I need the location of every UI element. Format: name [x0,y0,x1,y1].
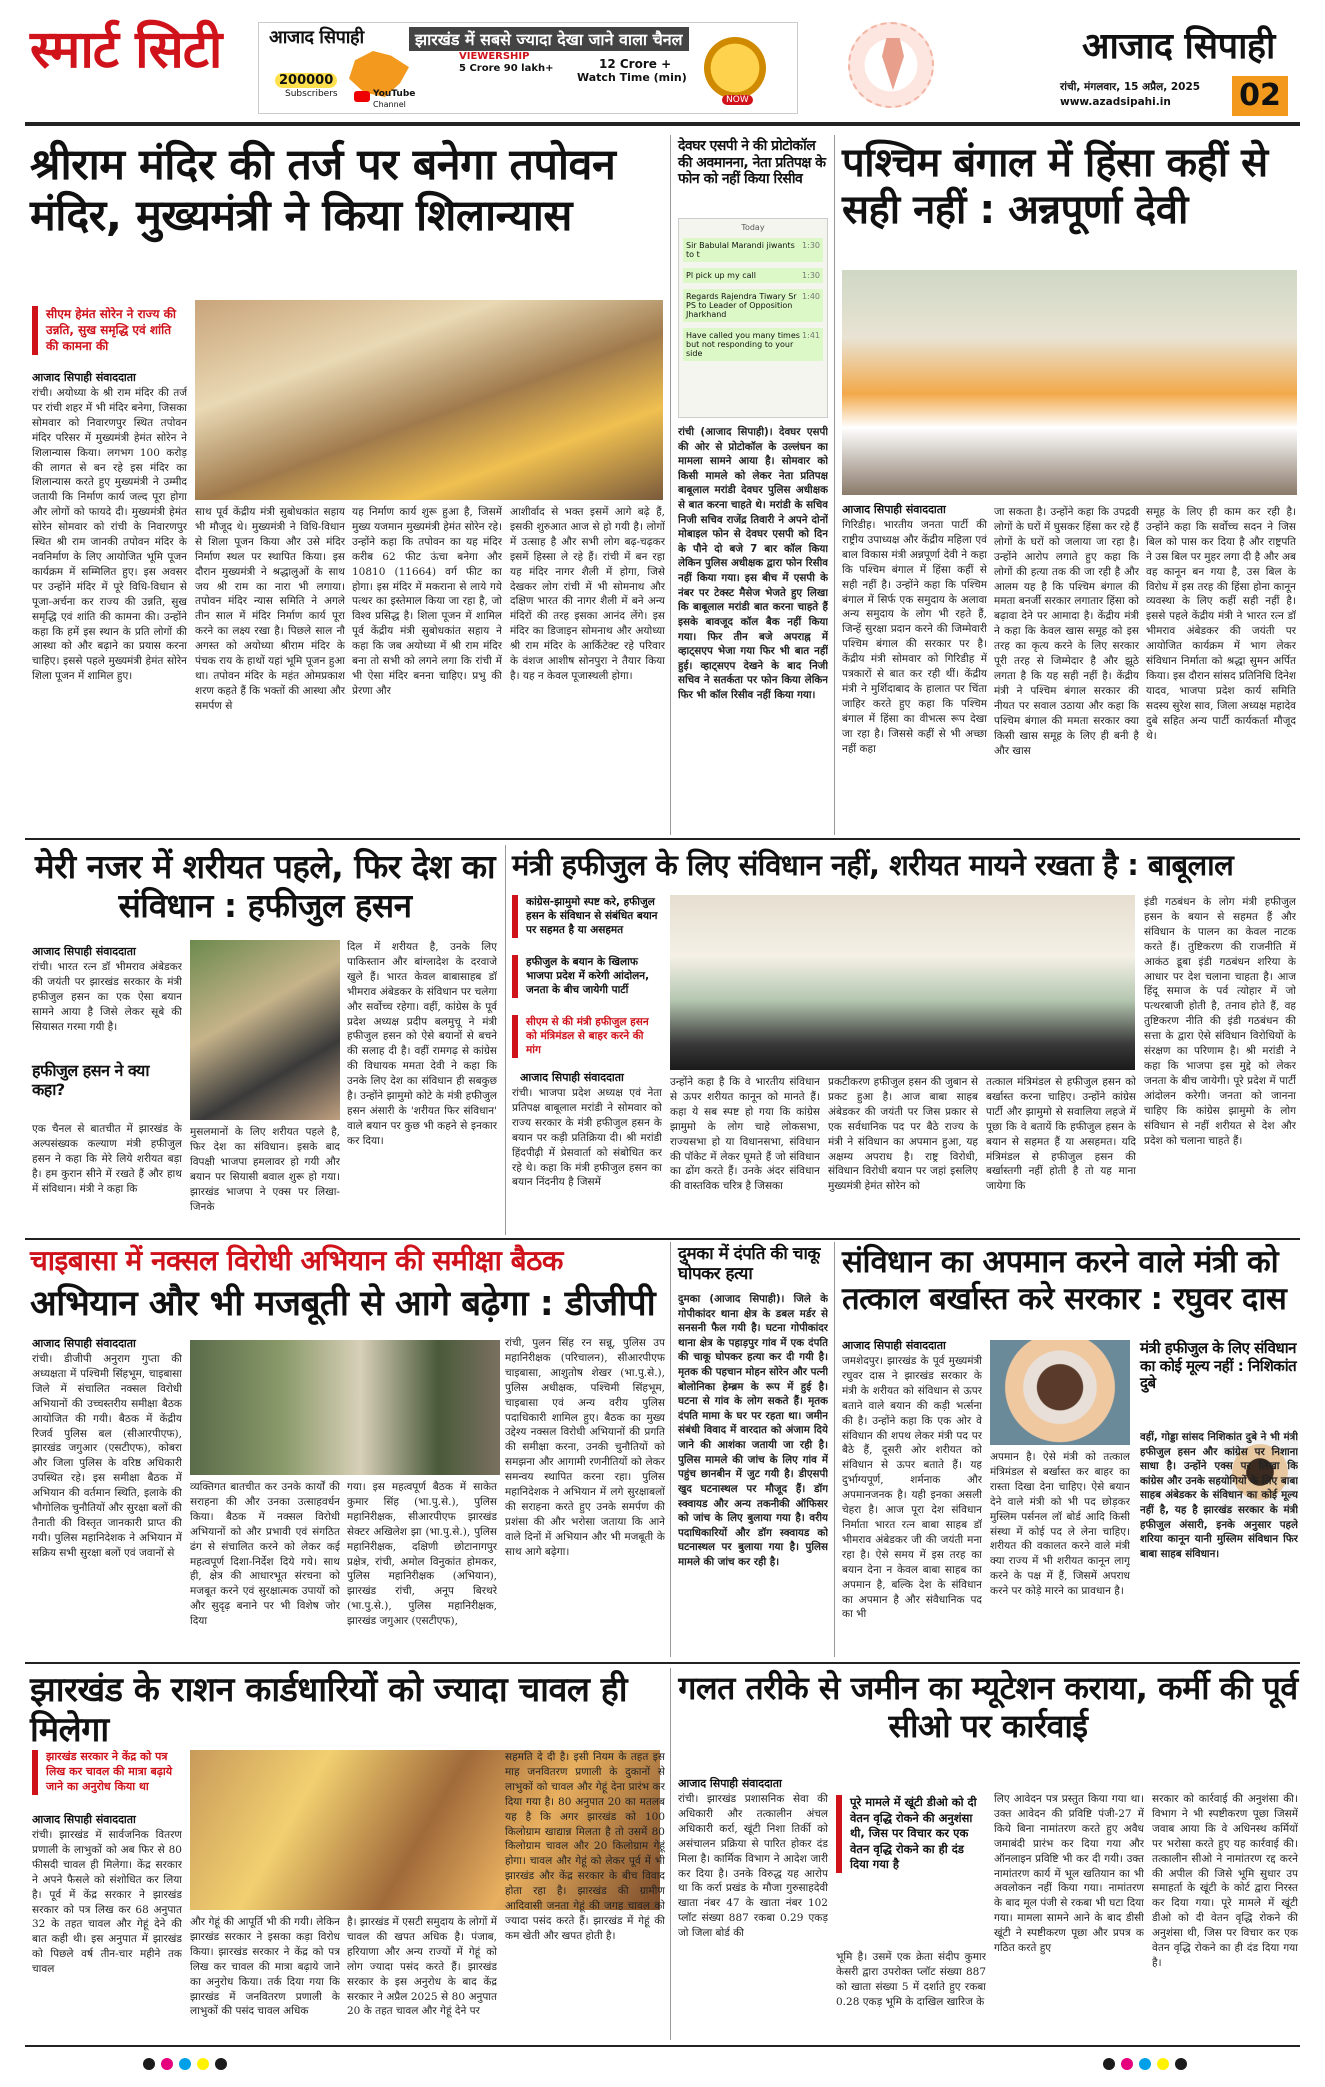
chat-header: Today [741,223,765,232]
chat-line: Sir Babulal Marandi jiwants to t [686,241,795,259]
story1-col3: यह निर्माण कार्य शुरू हुआ है, जिसमें मुख्य यजमान मुख्यमंत्री हेमंत सोरेन रहे। उन्होंने कहा कि तपोवन का यह मंदिर करीब 62 फीट ऊंचा बनेगा और 10810 (11664) वर्ग फीट का होगा। इस मंदिर में मकराना से लाये गये पत्थर का इस्तेमाल किया जा रहा है, जो विश्व प्रसिद्ध है। शिला पूजन में शामिल पूर्व केंद्रीय मंत्री सुबोधकांत सहाय ने कहा कि जब अयोध्या में श्री राम मंदिर बना तो सभी को लगने लगा कि रांची में भी ऐसा मंदिर बनना चाहिए। प्रभु की प्रेरणा और [352,506,502,697]
story10-callout: पूरे मामले में खूंटी डीओ को दी वेतन वृद्धि रोकने की अनुशंसा थी, जिस पर विचार कर एक वेतन वृद्धि रोकने का ही दंड दिया गया है [836,1795,986,1873]
ad-watchtime: 12 Crore + [599,57,672,71]
story8-side-headline: मंत्री हफीजुल के लिए संविधान का कोई मूल्य नहीं : निशिकांत दुबे [1140,1339,1297,1393]
ad-viewership-value: 5 Crore 90 lakh+ [459,63,554,74]
story1-photo [195,300,663,500]
story6-headline: अभियान और भी मजबूती से आगे बढ़ेगा : डीजीपी [30,1284,656,1324]
story1-headline: श्रीराम मंदिर की तर्ज पर बनेगा तपोवन मंदिर, मुख्यमंत्री ने किया शिलान्यास [30,140,616,241]
story7-headline: दुमका में दंपति की चाकू घोपकर हत्या [678,1244,820,1285]
story1-col2: साथ पूर्व केंद्रीय मंत्री सुबोधकांत सहाय भी मौजूद थे। मुख्यमंत्री ने विधि-विधान से शिला पूजन किया और उसे मंदिर निर्माण स्थल पर स्थापित किया। इस दौरान मुख्यमंत्री ने श्रद्धालुओं के साथ जय श्री राम का नारा भी लगाया। तपोवन मंदिर न्यास समिति ने अगले तीन साल में मंदिर निर्माण कार्य पूरा करने का लक्ष्य रखा है। पिछले साल नौ अगस्त को अयोध्या श्रीराम मंदिर के पंचक राय के हाथों यहां भूमि पूजन हुआ था। तपोवन मंदिर के महंत ओमप्रकाश शरण कहते हैं कि भक्तों की आस्था और समर्पण से [195,506,345,712]
story9-col1: रांची। झारखंड में सार्वजनिक वितरण प्रणाली के लाभुकों को अब फिर से 80 फीसदी चावल ही मिलेगा। केंद्र सरकार ने अपने फैसले को संशोधित कर लिया है। पूर्व में केंद्र सरकार ने झारखंड सरकार को पत्र लिख कर 68 अनुपात 32 के तहत चावल और गेहूं देने की बात कही थी। इस अनुपात में झारखंड को पिछले वर्ष तीन-चार महीने तक चावल [32,1829,182,1976]
ad-youtube: YouTube [373,89,416,99]
story9-byline: आजाद सिपाही संवाददाता [32,1813,136,1826]
story5-callout3: सीएम से की मंत्री हफीजुल हसन को मंत्रिमंडल से बाहर करने की मांग [512,1015,662,1058]
chat-bubble [683,328,823,361]
col-divider [670,1668,671,2040]
story3-byline: आजाद सिपाही संवाददाता [842,503,946,516]
story6-col2: व्यक्तिगत बातचीत कर उनके कार्यों की सराहना की और उनका उत्साहवर्धन किया। बैठक में नक्सल विरोधी अभियानों को और प्रभावी एवं संगठित ढंग से संचालित करने को लेकर कई महत्वपूर्ण दिशा-निर्देश दिये गये। साथ ही, क्षेत्र की आधारभूत संरचना को मजबूत करने एवं सुरक्षात्मक उपायों को और सुदृढ़ बनाने पर भी विशेष जोर दिया [190,1481,340,1628]
dateline: रांची, मंगलवार, 15 अप्रैल, 2025 [1060,81,1201,93]
story5-callout2: हफीजुल के बयान के खिलाफ भाजपा प्रदेश में करेगी आंदोलन, जनता के बीच जायेगी पार्टी [512,955,662,998]
story9-col3: है। झारखंड में एसटी समुदाय के लोगों में चावल की खपत अधिक है। पंजाब, हरियाणा और अन्य राज्यों में गेहूं को लोग ज्यादा पसंद करते हैं। झारखंड सरकार के इस अनुरोध के बाद केंद्र सरकार ने अप्रैल 2025 से 80 अनुपात 20 के तहत चावल और गेहूं देने पर [347,1916,497,2018]
ad-subscribers: 200000 [275,73,337,88]
story3-col3: समूह के लिए ही काम कर रही है। उन्होंने कहा कि सर्वोच्च सदन ने जिस बिल को पास कर दिया है और राष्ट्रपति ने उस बिल पर मुहर लगा दी है और अब वह कानून बन गया है, उस बिल के विरोध में इस तरह की हिंसा होना कानून व्यवस्था के लिए कहीं सही नहीं है। इससे पहले केंद्रीय मंत्री ने भारत रत्न डॉ भीमराव अंबेडकर की जयंती पर आयोजित कार्यक्रम में भाग लेकर संविधान निर्माता को श्रद्धा सुमन अर्पित किया। इस दौरान सांसद प्रतिनिधि दिनेश यादव, भाजपा प्रदेश कार्य समिति सदस्य सुरेश साव, जिला अध्यक्ष महादेव दुबे सहित अन्य पार्टी कार्यकर्ता मौजूद थे। [1146,506,1296,742]
story8-headline: संविधान का अपमान करने वाले मंत्री को तत्काल बर्खास्त करे सरकार : रघुवर दास [842,1244,1287,1317]
section-rule [25,1662,1300,1664]
col-divider [670,135,671,835]
story9-callout: झारखंड सरकार ने केंद्र को पत्र लिख कर चावल की मात्रा बढ़ाये जाने का अनुरोध किया था [32,1750,182,1795]
website: www.azadsipahi.in [1060,96,1171,108]
story10-byline: आजाद सिपाही संवाददाता [678,1777,782,1790]
story8-byline: आजाद सिपाही संवाददाता [842,1339,946,1352]
story5-photo [670,895,1135,1070]
story5-col3: प्रकटीकरण हफीजुल हसन की जुबान से प्रकट हुआ है। आज बाबा साहब अंबेडकर की जयंती पर जिस प्रकार से एक सर्वधानिक पद पर बैठे राज्य के मंत्री ने संविधान का अपमान हुआ, यह अक्षम्य अपराध है। राष्ट्र विरोधी, संविधान विरोधी बयान पर जहां इसलिए मुख्यमंत्री हेमंत सोरेन को [828,1076,978,1193]
chat-bubble [683,268,823,283]
chat-time: 1:30 [802,241,820,250]
section-title: स्मार्ट सिटी [30,20,222,80]
story7-body: दुमका (आजाद सिपाही)। जिले के गोपीकांदर थाना क्षेत्र के डबल मर्डर से सनसनी फैल गयी है। घटना गोपीकांदर थाना क्षेत्र के पहाड़पुर गांव में एक दंपति की चाकू घोपकर हत्या कर दी गयी है। मृतक की पहचान मोहन सोरेन और पत्नी बोलोनिका हेम्ब्रम के रूप में हुई है। घटना से गांव के लोग सकते हैं। मृतक दंपति मामा के घर पर रहता था। जमीन संबंधी विवाद में वारदात को अंजाम दिये जाने की आशंका जतायी जा रही है। पुलिस मामले की जांच के लिए गांव में पहुंच छानबीन में जुट गयी है। डीएसपी खुद घटनास्थल पर मौजूद हैं। डॉग स्क्वायड और अन्य तकनीकी ऑफिसर को जांच के लिए बुलाया गया है। वरीय पदाधिकारियों और डॉग स्क्वायड को घटनास्थल पर बुलाया गया है। पुलिस मामले की जांच कर रही है। [678,1293,828,1568]
story6-headline-red: चाइबासा में नक्सल विरोधी अभियान की समीक्षा बैठक [30,1244,563,1277]
story1-col1: रांची। अयोध्या के श्री राम मंदिर की तर्ज पर रांची शहर में भी मंदिर बनेगा, जिसका सोमवार को निवारणपुर स्थित तपोवन मंदिर परिसर में मुख्यमंत्री हेमंत सोरेन ने शिलान्यास किया। लगभग 100 करोड़ की लागत से बन रहे इस मंदिर का शिलान्यास करते हुए मुख्यमंत्री ने उम्मीद जतायी कि निर्माण कार्य जल्द पूरा होगा और लोगों को फायदे दी। मुख्यमंत्री हेमंत सोरेन सोमवार को रांची के निवारणपुर स्थित श्री राम जानकी तपोवन मंदिर के नवनिर्माण के लिए आयोजित भूमि पूजन कार्यक्रम में सम्मिलित हुए। इस अवसर पर उन्होंने मंदिर में पूरे विधि-विधान से पूजा-अर्चना कर राज्य की उन्नति, सुख समृद्धि एवं शांति की कामना की। उन्होंने कहा कि हमें इस स्थान के प्रति लोगों की आस्था को और बढ़ाने का प्रयास करना चाहिए। इससे पहले मुख्यमंत्री हेमंत सोरेन शिला पूजन में शामिल हुए। [32,387,187,683]
story1-byline: आजाद सिपाही संवाददाता [32,371,136,384]
story3-photo [842,270,1297,495]
story3-headline: पश्चिम बंगाल में हिंसा कहीं से सही नहीं : अन्नपूर्णा देवी [842,140,1268,234]
section-rule [25,1238,1300,1240]
page-number: 02 [1232,76,1288,116]
story8-photo [990,1340,1130,1445]
registration-marks-left [140,2055,230,2074]
story5-col5: इंडी गठबंधन के लोग मंत्री हफीजुल हसन के बयान से सहमत हैं और संविधान के पालन का केवल नाटक करते हैं। तुष्टिकरण की राजनीति में आकंठ डूबा इंडी गठबंधन शरिया के आधार पर देश चलाना चाहता है। आज हिंदू समाज के पर्व त्योहार में जो पत्थरबाजी होती है, तनाव होते हैं, वह तुष्टिकरण नीति की इंडी गठबंधन की सत्ता के द्वारा ऐसे संविधान विरोधियों के संरक्षण का परिणाम है। श्री मरांडी ने कहा कि भाजपा इस मुद्दे को लेकर जनता के बीच जायेगी। पूरे प्रदेश में पार्टी आंदोलन करेगी। जनता को जानना चाहिए कि कांग्रेस झामुमो के लोग संविधान से नहीं शरीयत से देश और प्रदेश को चलाना चाहते हैं। [1144,896,1296,1147]
story5-callout1: कांग्रेस-झामुमो स्पष्ट करे, हफीजुल हसन के संविधान से संबंधित बयान पर सहमत है या असहमत [512,895,662,938]
channel-ad [258,22,798,114]
story4-col1b: एक चैनल से बातचीत में झारखंड के अल्पसंख्यक कल्याण मंत्री हफीजुल हसन ने कहा कि मेरे लिये शरीयत बड़ा है। हम कुरान सीने में रखते हैं और हाथ में संविधान। मंत्री ने कहा कि [32,1123,182,1195]
story9-col4: सहमति दे दी है। इसी नियम के तहत इस माह जनवितरण प्रणाली के दुकानों से लाभुकों को चावल और गेहूं देना प्रारंभ कर दिया गया है। 80 अनुपात 20 का मतलब यह है कि अगर झारखंड को 100 किलोग्राम खाद्यान्न मिलता है तो उसमें 80 किलोग्राम चावल और 20 किलोग्राम गेहूं होगा। चावल और गेहूं को लेकर पूर्व में भी झारखंड और केंद्र सरकार के बीच विवाद होता रहा है। झारखंड की ग्रामीण आदिवासी जनता गेहूं की जगह चावल को ज्यादा पसंद करते हैं। झारखंड में गेहूं की कम खेती और खपत होती है। [505,1751,665,1942]
ad-viewership: VIEWERSHIP [459,51,530,62]
story10-col1: रांची। झारखंड प्रशासनिक सेवा की अधिकारी और तत्कालीन अंचल अधिकारी कर्रा, खूंटी निशा तिर्की को असंचालन प्रक्रिया से पारित होकर दंड मिला है। कार्मिक विभाग ने आदेश जारी कर दिया है। उनके विरुद्ध यह आरोप था कि कर्रा प्रखंड के मौजा गुरुसाहदेवी खाता नंबर 47 के खाता नंबर 102 प्लॉट संख्या 887 रकबा 0.29 एकड़ जो जिला बोर्ड की [678,1793,828,1940]
story4-col0b: मुसलमानों के लिए शरीयत पहले है, फिर देश का संविधान। इसके बाद विपक्षी भाजपा हमलावर हो गयी और बयान पर सियासी बवाल शुरू हो गया। झारखंड भाजपा ने एक्स पर लिखा- जिनके [190,1126,340,1213]
story6-col3: गया। इस महत्वपूर्ण बैठक में साकेत कुमार सिंह (भा.पु.से.), पुलिस महानिरीक्षक, सीआरपीएफ झारखंड सेक्टर अखिलेश झा (भा.पु.से.), पुलिस महानिरीक्षक, दक्षिणी छोटानागपुर प्रक्षेत्र, रांची, अमोल विनुकांत होमकर, पुलिस महानिरीक्षक (अभियान), झारखंड रांची, अनूप बिरथरे (भा.पु.से.), पुलिस महानिरीक्षक, झारखंड जगुआर (एसटीएफ), [347,1481,497,1628]
ad-tagline: झारखंड में सबसे ज्यादा देखा जाने वाला चैनल [409,27,689,51]
story8-col1: जमशेदपुर। झारखंड के पूर्व मुख्यमंत्री रघुवर दास ने झारखंड सरकार के मंत्री के शरीयत को संविधान से ऊपर बताने वाले बयान की कड़ी भर्त्सना की है। उन्होंने कहा कि एक ओर वे संविधान की शपथ लेकर मंत्री पद पर बैठे हैं, दूसरी ओर शरीयत को संविधान से ऊपर बताते हैं। यह दुर्भाग्यपूर्ण, शर्मनाक और अपमानजनक है। यही इनका असली चेहरा है। आज पूरा देश संविधान निर्माता भारत रत्न बाबा साहब डॉ भीमराव अंबेडकर जी की जयंती मना रहा है। ऐसे समय में इस तरह का बयान देना न केवल बाबा साहब का अपमान है, बल्कि देश के संविधान का अपमान है और संवैधानिक पद का भी [842,1355,982,1621]
chat-line: Have called you many times but not responding to your side [686,331,800,358]
story4-subhead: हफीजुल हसन ने क्या कहा? [32,1061,149,1099]
story2-chat-screenshot [678,218,828,418]
chat-line: Pl pick up my call [686,271,756,280]
story1-col4: आशीर्वाद से भक्त इसमें आगे बढ़े हैं, इसकी शुरुआत आज से हो गयी है। लोगों में उत्साह है और सभी लोग बढ़-चढ़कर इसमें हिस्सा ले रहे हैं। रांची में बन रहा यह मंदिर नागर शैली में होगा, जिसे देखकर लोग रांची में भी सोमनाथ और दक्षिण भारत की नागर शैली में बने अन्य मंदिरों की तरह इसका आनंद लेंगे। इस मंदिर का डिजाइन सोमनाथ और अयोध्या श्री राम मंदिर के आर्किटेक्ट रहे परिवार के वंशज आशीष सोनपुरा ने तैयार किया है। यह न केवल पूजास्थली होगा। [510,506,665,682]
story8-side-body: वहीं, गोड्डा सांसद निशिकांत दुबे ने भी मंत्री हफीजुल हसन और कांग्रेस पर निशाना साधा है। उन्होंने एक्स पर लिखा कि कांग्रेस और उनके सहयोगियों के लिए बाबा साहब अंबेडकर के संविधान का कोई मूल्य नहीं है, यह है झारखंड सरकार के मंत्री हफीजुल अंसारी, इनके अनुसार पहले शरिया कानून यानी मुस्लिम संविधान फिर बाबा साहब संविधान। [1140,1431,1298,1560]
story6-byline: आजाद सिपाही संवाददाता [32,1337,136,1350]
story10-col4: सरकार को कार्रवाई की अनुशंसा की। विभाग ने भी स्पष्टीकरण पूछा जिसमें जवाब आया कि वे अधिनस्थ कर्मियों पर भरोसा करते हुए यह कार्रवाई की। तत्कालीन सीओ ने नामांतरण रद्द करने की अपील की जिसे भूमि सुधार उप समाहर्ता के खूंटी के कोर्ट द्वारा निरस्त कर दिया गया। पूरे मामले में खूंटी डीओ को दी वेतन वृद्धि रोकने की अनुशंसा थी, जिस पर विचार कर एक वेतन वृद्धि रोकने का ही दंड दिया गया है। [1152,1793,1298,1969]
story4-headline: मेरी नजर में शरीयत पहले, फिर देश का संविधान : हफीजुल हसन [34,847,496,925]
pen-nib-logo-icon [848,22,934,108]
ad-watchtime-label: Watch Time (min) [577,71,687,84]
col-divider [834,135,835,835]
story1-callout: सीएम हेमंत सोरेन ने राज्य की उन्नति, सुख समृद्धि एवं शांति की कामना की [32,306,187,355]
story10-col2: भूमि है। उसमें एक क्रेता संदीप कुमार केसरी द्वारा उपरोक्त प्लॉट संख्या 887 को खाता संख्या 5 में दर्शाते हुए रकबा 0.28 एकड़ भूमि के दाखिल खारिज के [836,1951,986,2008]
story8-col2: अपमान है। ऐसे मंत्री को तत्काल मंत्रिमंडल से बर्खास्त कर बाहर का रास्ता दिखा देना चाहिए। ऐसे बयान देने वाले मंत्री को भी पद छोड़कर मुस्लिम पर्सनल लॉ बोर्ड आदि किसी संस्था में कोई पद ले लेना चाहिए। शरीयत की वकालत करने वाले मंत्री क्या राज्य में भी शरीयत कानून लागू करने के पक्ष में हैं, जिसमें अपराध करने पर कोड़े मारने का प्रावधान है। [990,1451,1130,1598]
story5-col2: उन्होंने कहा है कि वे भारतीय संविधान से ऊपर शरीयत कानून को मानते हैं। कहा ये सब स्पष्ट हो गया कि कांग्रेस झामुमो के लोग चाहे लोकसभा, राज्यसभा हो या विधानसभा, संविधान की पॉकेट में लेकर घूमते हैं जो संविधान का ढोंग करते हैं। उनके अंदर संविधान की वास्तविक चरित्र है जिसका [670,1076,820,1193]
story10-headline: गलत तरीके से जमीन का म्यूटेशन कराया, कर्मी की पूर्व सीओ पर कार्रवाई [678,1669,1298,1745]
chat-bubble [683,289,823,322]
chat-line: Regards Rajendra Tiwary Sr PS to Leader of Opposition Jharkhand [686,292,797,319]
story6-col1: रांची। डीजीपी अनुराग गुप्ता की अध्यक्षता में पश्चिमी सिंहभूम, चाइबासा जिले में संचालित नक्सल विरोधी अभियानों की उच्चस्तरीय समीक्षा बैठक आयोजित की गयी। बैठक में केंद्रीय रिजर्व पुलिस बल (सीआरपीएफ), झारखंड जगुआर (एसटीएफ), कोबरा और जिला पुलिस के वरिष्ठ अधिकारी उपस्थित रहे। इस समीक्षा बैठक में अभियान की वर्तमान स्थिति, इलाके की भौगोलिक चुनौतियों और सुरक्षा बलों की तैनाती की विस्तृत जानकारी प्राप्त की गयी। पुलिस महानिदेशक ने अभियान में सक्रिय सभी सुरक्षा बलों एवं जवानों से [32,1353,182,1559]
masthead [0,0,1325,120]
story9-col2: और गेहूं की आपूर्ति भी की गयी। लेकिन झारखंड सरकार ने इसका कड़ा विरोध किया। झारखंड सरकार ने केंद्र को पत्र लिख कर चावल की मात्रा बढ़ाये जाने का अनुरोध किया। तर्क दिया गया कि झारखंड में जनवितरण प्रणाली के लाभुकों की पसंद चावल अधिक [190,1916,340,2018]
section-rule [25,838,1300,840]
chat-time: 1:30 [802,271,820,280]
story4-col1: रांची। भारत रत्न डॉ भीमराव अंबेडकर की जयंती पर झारखंड सरकार के मंत्री हफीजुल हसन का एक ऐसा बयान सामने आया है जिसे लेकर सूबे की सियासत गरमा गयी है। [32,961,182,1033]
story5-col1: रांची। भाजपा प्रदेश अध्यक्ष एवं नेता प्रतिपक्ष बाबूलाल मरांडी ने सोमवार को राज्य सरकार के मंत्री हफीजुल हसन के बयान पर कड़ी प्रतिक्रिया दी। श्री मरांडी हिंदपीढ़ी में प्रेसवार्ता को संबोधित कर रहे थे। कहा कि मंत्री हफीजुल हसन का बयान निंदनीय है जिसमें [512,1087,662,1189]
youtube-icon [354,91,370,102]
story6-col4: रांची, पुलन सिंह रन सन्नू, पुलिस उप महानिरीक्षक (परिचालन), सीआरपीएफ चाइबासा, आशुतोष शेखर (भा.पु.से.), पुलिस अधीक्षक, पश्चिमी सिंहभूम, चाइबासा एवं अन्य वरीय पुलिस पदाधिकारी शामिल हुए। बैठक का मुख्य उद्देश्य नक्सल विरोधी अभियानों की प्रगति की समीक्षा करना, उनकी चुनौतियों को समझना और आगामी रणनीतियों को लेकर समन्वय स्थापित करना रहा। पुलिस महानिदेशक ने अभियान में लगे सुरक्षाबलों की सराहना करते हुए उनके समर्पण की प्रशंसा की और भरोसा जताया कि आने वाले दिनों में अभियान और भी मजबूती के साथ आगे बढ़ेगा। [505,1337,665,1558]
story4-photo [190,940,340,1120]
story5-byline: आजाद सिपाही संवाददाता [520,1071,624,1084]
story3-col1: गिरिडीह। भारतीय जनता पार्टी की राष्ट्रीय उपाध्यक्ष और केंद्रीय महिला एवं बाल विकास मंत्री अन्नपूर्णा देवी ने कहा कि पश्चिम बंगाल में हिंसा कहीं से सही नहीं है। उन्होंने कहा कि पश्चिम बंगाल में सिर्फ एक समुदाय के अलावा अन्य समुदाय के लोग भी रहते हैं, जिन्हें सुरक्षा प्रदान करने की जिम्मेवारी पश्चिम बंगाल की सरकार पर है। केंद्रीय मंत्री सोमवार को गिरिडीह में पत्रकारों से बात कर रही थीं। केंद्रीय मंत्री ने मुर्शिदाबाद के हालात पर चिंता जाहिर करते हुए कहा कि पश्चिम बंगाल में हिंसा का वीभत्स रूप देखा जा रहा है। जिससे कहीं से भी अच्छा नहीं कहा [842,519,987,755]
story5-headline: मंत्री हफीजुल के लिए संविधान नहीं, शरीयत मायने रखता है : बाबूलाल [512,848,1234,882]
story4-byline: आजाद सिपाही संवाददाता [32,945,136,958]
story2-headline: देवघर एसपी ने की प्रोटोकॉल की अवमानना, नेता प्रतिपक्ष के फोन को नहीं किया रिसीव [678,138,826,188]
ad-badge-medal-icon [704,37,766,99]
story2-body: रांची (आजाद सिपाही)। देवघर एसपी की ओर से प्रोटोकॉल के उल्लंघन का मामला सामने आया है। सोमवार को किसी मामले को लेकर नेता प्रतिपक्ष बाबूलाल मरांडी देवघर पुलिस अधीक्षक से बात करना चाहते थे। मरांडी के सचिव निजी सचिव राजेंद्र तिवारी ने अपने दोनों मोबाइल फोन से देवघर एसपी को दिन के पौने दो बजे 7 बार कॉल किया लेकिन पुलिस अधीक्षक द्वारा फोन रिसीव नहीं किया गया। इस बीच में एसपी के नंबर पर टेक्स्ट मैसेज भेजते हुए लिखा कि बाबूलाल मरांडी बात करना चाहते हैं इसके बावजूद कॉल बैक नहीं किया गया। फिर तीन बजे अपराह्न में व्हाट्सएप भेजा गया फिर भी बात नहीं हुई। व्हाट्सएप देखने के बाद निजी सचिव ने सतर्कता पर फोन किया लेकिन फिर भी कॉल रिसीव नहीं किया गया। [678,426,828,701]
story4-col2: दिल में शरीयत है, उनके लिए पाकिस्तान और बांग्लादेश के दरवाजे खुले हैं। भारत केवल बाबासाहब डॉ भीमराव अंबेडकर के संविधान पर चलेगा और सर्वोच्च रहेगा। वहीं, कांग्रेस के पूर्व प्रदेश अध्यक्ष प्रदीप बलमुचू ने मंत्री हफीजुल हसन को ऐसे बयानों से बचने की सलाह दी है। वहीं रामगढ़ से कांग्रेस की विधायक ममता देवी ने कहा कि उनके लिए देश का संविधान ही सबकुछ है। उन्होंने झामुमो कोटे के मंत्री हफीजुल हसन अंसारी के 'शरीयत फिर संविधान' वाले बयान पर कुछ भी कहने से इनकार कर दिया। [347,941,497,1147]
chat-time: 1:40 [802,292,820,301]
col-divider [670,1242,671,1657]
story6-photo [190,1340,500,1475]
ad-badge: NOW [722,95,753,105]
masthead-rule [25,122,1300,126]
registration-marks-right [1100,2055,1190,2074]
paper-name: आजाद सिपाही [1082,26,1275,67]
story9-headline: झारखंड के राशन कार्डधारियों को ज्यादा चावल ही मिलेगा [30,1670,628,1751]
ad-channel: Channel [373,100,406,109]
col-divider [834,1242,835,1657]
ad-brand: आजाद सिपाही [269,27,364,48]
story5-col4: तत्काल मंत्रिमंडल से हफीजुल हसन को बर्खास्त करना चाहिए। उन्होंने कांग्रेस पार्टी और झामुमो से सवालिया लहजे में पूछा कि वे बतायें कि हफीजुल हसन के बयान से सहमत हैं या असहमत। यदि मंत्रिमंडल से हफीजुल हसन की बर्खास्तगी नहीं होती है तो यह माना जायेगा कि [986,1076,1136,1193]
chat-time: 1:41 [802,331,820,340]
col-divider [505,845,506,1235]
footer-rule [25,2045,1300,2047]
story3-col2: जा सकता है। उन्होंने कहा कि उपद्रवी लोगों के घरों में घुसकर हिंसा कर रहे हैं लोगों के घरों को जलाया जा रहा है। उन्होंने आरोप लगाते हुए कहा कि लोगों की हत्या तक की जा रही है और आलम यह है कि पश्चिम बंगाल की ममता बनर्जी सरकार लगातार हिंसा को बढ़ावा देने पर आमादा है। केंद्रीय मंत्री ने कहा कि केवल खास समूह को इस तरह का कृत्य करने के लिए सरकार पूरी तरह से जिम्मेदार है और झूठे लगता है कि यह सही नहीं है। केंद्रीय मंत्री ने पश्चिम बंगाल सरकार की नीयत पर सवाल उठाया और कहा कि पश्चिम बंगाल की ममता सरकार क्या किसी खास समूह के लिए ही बनी है और खास [994,506,1139,757]
story10-col3: लिए आवेदन पत्र प्रस्तुत किया गया था। उक्त आवेदन की प्रविष्टि पंजी-27 में किये बिना नामांतरण करते हुए अवैध जमाबंदी प्रारंभ कर दिया गया और ऑनलाइन प्रविष्टि भी कर दी गयी। उक्त नामांतरण कार्य में भूल खतियान का भी अवलोकन नहीं किया गया। नामांतरण के बाद मूल पंजी से रकबा भी घटा दिया गया। मामला सामने आने के बाद डीसी खूंटी ने स्पष्टीकरण पूछा और प्रपत्र क गठित करते हुए [994,1793,1144,1955]
ad-subscribers-label: Subscribers [285,89,338,99]
chat-bubble [683,238,823,262]
